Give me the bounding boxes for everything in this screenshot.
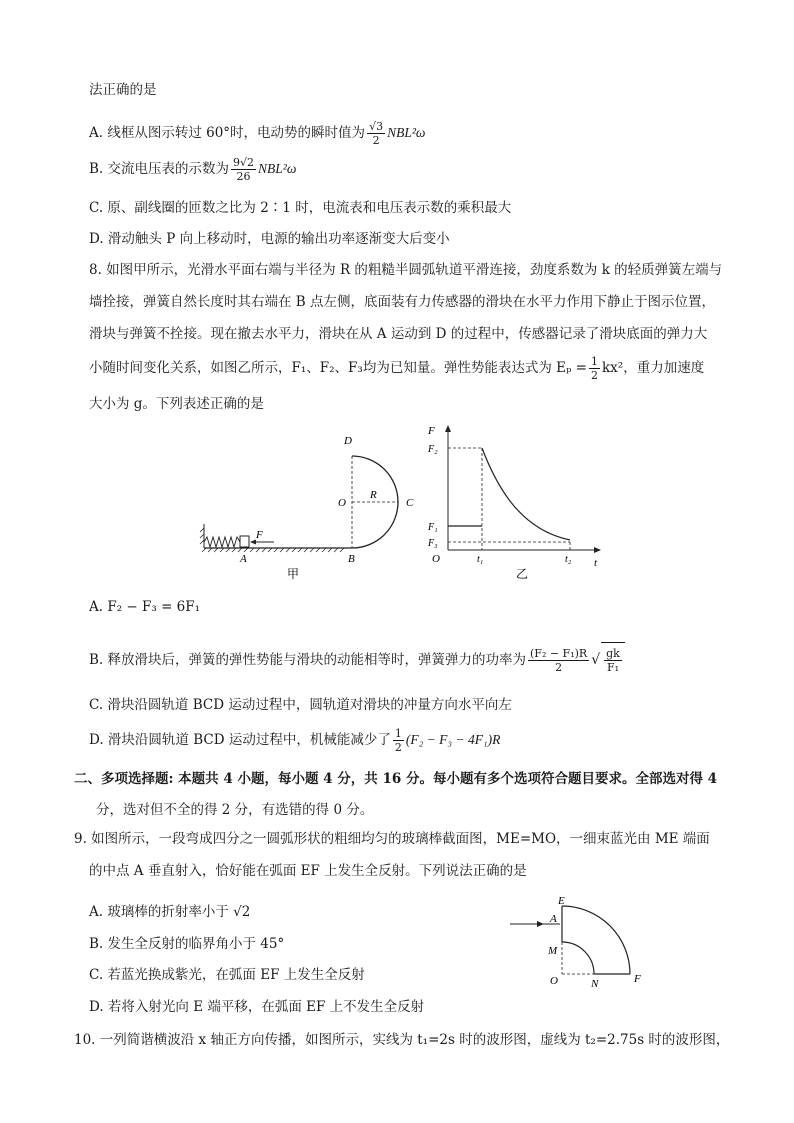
q8-stem-line-3: 滑块与弹簧不拴接。现在撤去水平力，滑块在从 A 运动到 D 的过程中，传感器记录了滑块底面的弹力大 [89, 326, 708, 342]
q8-option-d: D. 滑块沿圆轨道 BCD 运动过程中，机械能减少了 $\frac{1}{2}$ (F₂ − F₃ − 4F₁)R [89, 727, 501, 754]
outer-arc [562, 906, 630, 974]
origin-label: O [432, 553, 440, 565]
q9-figure [500, 894, 660, 990]
label-a: A [240, 553, 247, 565]
y-axis-arrow [445, 425, 451, 432]
axis-label-f: F [428, 425, 435, 437]
sqrt-icon: √ [591, 652, 601, 668]
q9-stem-line-2: 的中点 A 垂直射入，恰好能在弧面 EF 上发生全反射。下列说法正确的是 [89, 863, 527, 879]
light-ray-arrow [537, 921, 544, 927]
section-2-heading-line-1: 二、多项选择题: 本题共 4 小题，每小题 4 分，共 16 分。每小题有多个选项符合题目要求。全部选对得 4 [74, 771, 718, 787]
q9-stem-line-1: 9. 如图所示，一段弯成四分之一圆弧形状的粗细均匀的玻璃棒截面图，ME=MO，一细束蓝光由 ME 端面 [74, 831, 710, 847]
q8-stem-line-1: 8. 如图甲所示，光滑水平面右端与半径为 R 的粗糙半圆弧轨道平滑连接，劲度系数为 k 的轻质弹簧左端与 [89, 262, 723, 278]
q8-option-a: A. F₂ − F₃ = 6F₁ [89, 599, 201, 615]
q8-energy-fraction: $\frac{1}{2}$ [590, 355, 598, 382]
q8-option-d-fraction: $\frac{1}{2}$ [394, 727, 402, 754]
label-e: E [558, 895, 565, 907]
label-c: C [406, 497, 414, 509]
q9-option-c: C. 若蓝光换成紫光，在弧面 EF 上发生全反射 [89, 967, 365, 983]
figure-yi-caption: 乙 [516, 567, 529, 581]
wall-hatch [200, 528, 204, 544]
label-o: O [338, 497, 346, 509]
x-axis-arrow [594, 547, 601, 553]
label-a: A [550, 913, 557, 925]
label-n: N [591, 978, 599, 990]
q8-option-b-fraction: $\frac{\text{(F₂ − F₁)R}}{2}$ [530, 647, 588, 674]
tick-f1: F₁ [428, 522, 438, 533]
q7-option-a: A. 线框从图示转过 60°时，电动势的瞬时值为 $\frac{√3}{2}$ NBL²ω [89, 120, 426, 147]
label-f: F [256, 529, 263, 541]
q10-stem-line-1: 10. 一列简谐横波沿 x 轴正方向传播，如图所示，实线为 t₁=2s 时的波形图，虚线为 t₂=2.75s 时的波形图， [74, 1032, 730, 1048]
label-r: R [370, 489, 377, 501]
decay-curve [482, 448, 570, 540]
section-2-heading-line-2: 分，选对但不全的得 2 分，有选错的得 0 分。 [96, 802, 374, 818]
q8-option-b-sqrt-fraction: $\frac{gk}{\text{F₁}}$ [606, 647, 620, 674]
inner-arc [562, 942, 594, 974]
tick-t2: t₂ [565, 554, 572, 565]
axis-label-t: t [594, 557, 598, 569]
figure-jia-caption: 甲 [287, 567, 300, 581]
label-d: D [344, 435, 352, 447]
slider-block [240, 536, 249, 547]
tick-f3: F₃ [428, 538, 438, 549]
label-o: O [550, 975, 558, 987]
q8-figure-yi [424, 420, 604, 584]
tick-f2: F₂ [428, 444, 438, 455]
label-b: B [348, 553, 355, 565]
q7-option-c: C. 原、副线圈的匝数之比为 2∶1 时，电流表和电压表示数的乘积最大 [89, 200, 512, 216]
q9-option-d: D. 若将入射光向 E 端平移，在弧面 EF 上不发生全反射 [89, 999, 425, 1015]
q9-option-b: B. 发生全反射的临界角小于 45° [89, 936, 285, 952]
label-m: M [548, 945, 558, 957]
q7-option-b: B. 交流电压表的示数为 $\frac{9√2}{26}$ NBL²ω [89, 156, 297, 183]
q7-option-a-fraction: $\frac{√3}{2}$ [369, 120, 384, 147]
tick-t1: t₁ [477, 554, 484, 565]
q8-stem-line-4: 小随时间变化关系，如图乙所示，F₁、F₂、F₃均为已知量。弹性势能表达式为 Eₚ = $\frac{1}{2}$ kx²，重力加速度 [89, 355, 705, 382]
q8-option-b: B. 释放滑块后，弹簧的弹性势能与滑块的动能相等时，弹簧弹力的功率为 $\frac{\text{(F₂ − F₁)R}}{2}$ √ $\frac{gk}{\text{F₁}}$ [89, 642, 625, 676]
q8-stem-line-2: 墙拴接，弹簧自然长度时其右端在 B 点左侧，底面装有力传感器的滑块在水平力作用下静止于图示位置， [89, 294, 716, 310]
q7-option-b-fraction: $\frac{9√2}{26}$ [233, 156, 255, 183]
label-f: F [634, 973, 641, 985]
q7-option-d: D. 滑动触头 P 向上移动时，电源的输出功率逐渐变大后变小 [89, 231, 450, 247]
q8-option-c: C. 滑块沿圆轨道 BCD 运动过程中，圆轨道对滑块的冲量方向水平向左 [89, 697, 512, 713]
q8-figure-jia [196, 424, 436, 584]
q7-stem-tail: 法正确的是 [89, 82, 157, 98]
spring [204, 537, 240, 547]
q9-option-a: A. 玻璃棒的折射率小于 √2 [89, 904, 251, 920]
q8-stem-line-5: 大小为 g。下列表述正确的是 [89, 396, 264, 412]
